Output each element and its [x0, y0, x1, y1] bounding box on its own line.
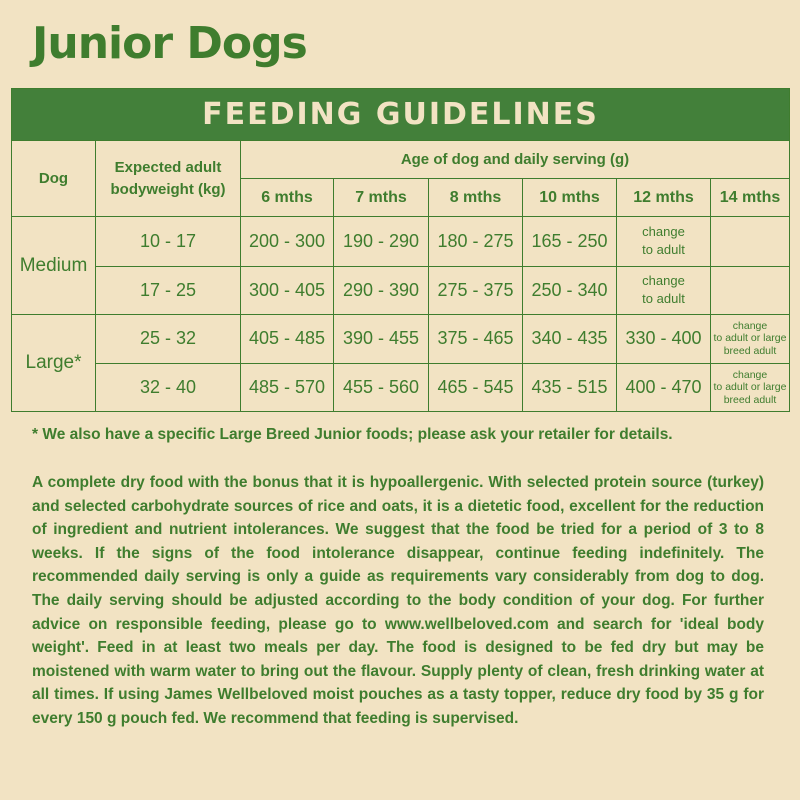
- serving-cell: 290 - 390: [334, 266, 429, 314]
- serving-cell: 165 - 250: [523, 217, 617, 266]
- serving-cell-change: [617, 266, 711, 314]
- header-bodyweight: [96, 141, 241, 217]
- serving-cell: 275 - 375: [429, 266, 523, 314]
- header-bodyweight-line2: bodyweight (kg): [110, 180, 226, 198]
- change-text: to adult: [642, 242, 685, 258]
- page-title: Junior Dogs: [32, 18, 307, 69]
- serving-cell: 250 - 340: [523, 266, 617, 314]
- serving-cell-change: [711, 363, 790, 411]
- product-description: A complete dry food with the bonus that it is hypoallergenic. With selected protein source (turkey) and selected carbohydrate sources of rice and oats, it is a dietetic food, excellent for the reduction of ingredient and nutrient intolerances. We suggest that the food be tried for a period of 3 to 8 weeks. If the signs of the food intolerance disappear, continue feeding indefinitely. The recommended daily serving is only a guide as requirements vary considerably from dog to dog. The daily serving should be adjusted according to the body condition of your dog. For further advice on responsible feeding, please go to www.wellbeloved.com and search for 'ideal body weight'. Feed in at least two meals per day. The food is designed to be fed dry but may be moistened with warm water to bring out the flavour. Supply plenty of clean, fresh drinking water at all times. If using James Wellbeloved moist pouches as a tasty topper, reduce dry food by 35 g for every 150 g pouch fed. We recommend that feeding is supervised.: [32, 474, 764, 727]
- change-text: to adult or large: [713, 332, 787, 345]
- header-age-7: 7 mths: [334, 179, 429, 217]
- change-text: to adult or large: [713, 381, 787, 394]
- serving-cell: 400 - 470: [617, 363, 711, 411]
- serving-cell: 455 - 560: [334, 363, 429, 411]
- dog-type-large: Large*: [12, 314, 96, 411]
- change-text: change: [642, 273, 685, 289]
- serving-cell: 375 - 465: [429, 314, 523, 363]
- table-banner: FEEDING GUIDELINES: [12, 89, 790, 141]
- serving-cell: 330 - 400: [617, 314, 711, 363]
- header-bodyweight-line1: Expected adult: [114, 158, 222, 176]
- header-age-8: 8 mths: [429, 179, 523, 217]
- serving-cell: 340 - 435: [523, 314, 617, 363]
- serving-cell-change: [617, 217, 711, 266]
- table-row: [12, 266, 790, 314]
- change-text: change: [732, 319, 768, 332]
- serving-cell: 200 - 300: [241, 217, 334, 266]
- change-text: breed adult: [723, 393, 777, 406]
- header-age-group: Age of dog and daily serving (g): [241, 141, 790, 179]
- serving-cell-change: [711, 314, 790, 363]
- dog-type-medium: Medium: [12, 217, 96, 314]
- table-row: [12, 217, 790, 266]
- footnote: * We also have a specific Large Breed Junior foods; please ask your retailer for details.: [32, 426, 673, 443]
- serving-cell-empty: [711, 217, 790, 266]
- header-age-10: 10 mths: [523, 179, 617, 217]
- weight-cell: 17 - 25: [96, 266, 241, 314]
- feeding-guidelines-table: [11, 88, 789, 412]
- weight-cell: 10 - 17: [96, 217, 241, 266]
- weight-cell: 32 - 40: [96, 363, 241, 411]
- header-dog: Dog: [12, 141, 96, 217]
- header-age-12: 12 mths: [617, 179, 711, 217]
- change-text: change: [732, 368, 768, 381]
- serving-cell: 300 - 405: [241, 266, 334, 314]
- weight-cell: 25 - 32: [96, 314, 241, 363]
- table-row: [12, 363, 790, 411]
- header-age-6: 6 mths: [241, 179, 334, 217]
- serving-cell: 390 - 455: [334, 314, 429, 363]
- table-row: [12, 314, 790, 363]
- serving-cell: 405 - 485: [241, 314, 334, 363]
- serving-cell: 435 - 515: [523, 363, 617, 411]
- serving-cell: 180 - 275: [429, 217, 523, 266]
- serving-cell-empty: [711, 266, 790, 314]
- serving-cell: 190 - 290: [334, 217, 429, 266]
- header-age-14: 14 mths: [711, 179, 790, 217]
- change-text: to adult: [642, 291, 685, 307]
- serving-cell: 465 - 545: [429, 363, 523, 411]
- change-text: breed adult: [723, 344, 777, 357]
- change-text: change: [642, 224, 685, 240]
- serving-cell: 485 - 570: [241, 363, 334, 411]
